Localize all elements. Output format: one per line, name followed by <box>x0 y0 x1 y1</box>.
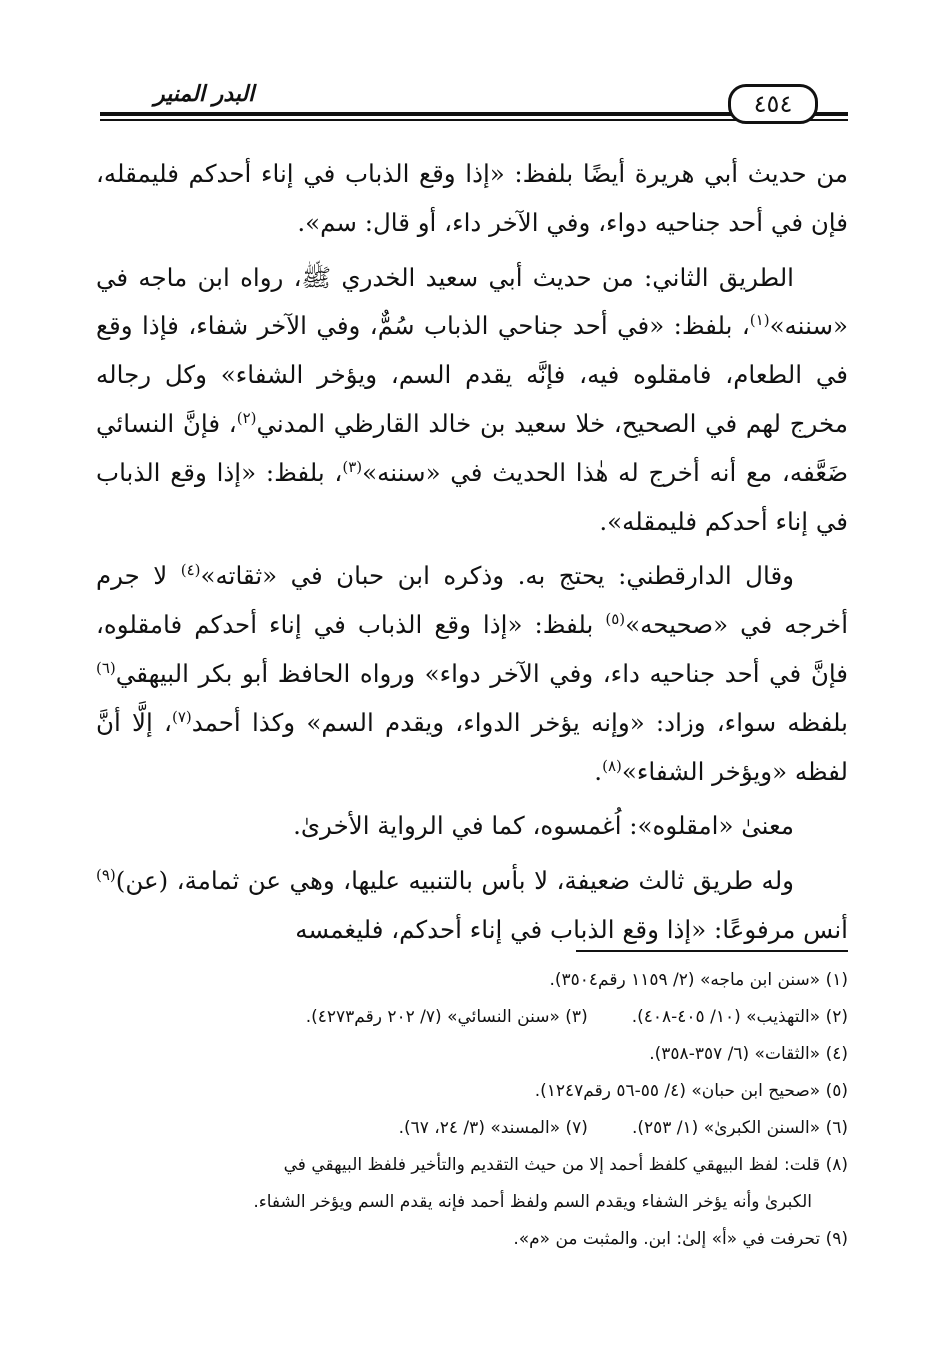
footnote-8 <box>96 1147 848 1184</box>
paragraph-text: بلفظه سواء، وزاد: «وإنه يؤخر الدواء، ويقدم السم» وكذا أحمد <box>191 707 848 737</box>
paragraph <box>96 802 848 851</box>
footnote-ref[interactable]: (٢) <box>236 408 257 427</box>
footnote-3 <box>306 999 588 1036</box>
footnote-number: (٢) <box>825 1007 848 1027</box>
footnote-text: «سنن النسائي» (٧/ ٢٠٢ رقم٤٢٧٣). <box>305 1007 560 1027</box>
footnote-1 <box>96 962 848 999</box>
paragraph <box>96 150 848 248</box>
footnote-number: (٧) <box>565 1118 588 1138</box>
footnote-number: (٩) <box>825 1229 848 1249</box>
footnote-6 <box>632 1110 848 1147</box>
footnote-ref[interactable]: (٨) <box>602 756 622 775</box>
paragraph-text: . <box>594 756 603 786</box>
paragraph <box>96 254 848 547</box>
footnote-number: (٣) <box>565 1007 588 1027</box>
footnote-text: تحرفت في «أ» إلىٰ: ابن. والمثبت من «م». <box>513 1229 821 1249</box>
footnote-text: «الثقات» (٦/ ٣٥٧-٣٥٨). <box>649 1044 821 1064</box>
footnote-row <box>96 1110 848 1147</box>
paragraph-text: ، فإنَّ النسائي ضَعَّفه، مع أنه أخرج له هٰذا الحديث في «سننه» <box>96 408 848 487</box>
paragraph-text: ، بلفظ: «في أحد جناحي الذباب سُمٌّ، وفي الآخر شفاء، فإذا وقع في الطعام، فامقلوه فيه، فإنَّه يقدم السم، ويؤخر الشفاء» وكل رجاله مخرج لهم في الصحيح، خلا سعيد بن خالد القارظي المدني <box>96 311 848 438</box>
footnote-number: (٤) <box>825 1044 848 1064</box>
footnote-4 <box>96 1036 848 1073</box>
footnote-text: قلت: لفظ البيهقي كلفظ أحمد إلا من حيث التقديم والتأخير فلفظ البيهقي في <box>283 1155 821 1175</box>
page-header <box>100 82 848 130</box>
footnote-7 <box>399 1110 588 1147</box>
main-text <box>96 150 848 955</box>
footnote-text: «صحيح ابن حبان» (٤/ ٥٥-٥٦ رقم١٢٤٧). <box>534 1081 821 1101</box>
footnote-number: (٦) <box>825 1118 848 1138</box>
footnote-ref[interactable]: (٥) <box>605 610 626 629</box>
footnote-text: «المسند» (٣/ ٢٤، ٦٧). <box>398 1118 561 1138</box>
footnotes <box>96 962 848 1258</box>
footnote-text: «السنن الكبرىٰ» (١/ ٢٥٣). <box>631 1118 821 1138</box>
footnote-text: «التهذيب» (١٠/ ٤٠٥-٤٠٨). <box>631 1007 821 1027</box>
footnote-number: (١) <box>825 970 848 990</box>
footnote-row <box>96 999 848 1036</box>
page-number: ٤٥٤ <box>728 84 818 124</box>
footnote-text: الكبرىٰ وأنه يؤخر الشفاء ويقدم السم ولفظ أحمد فإنه يقدم السم ويؤخر الشفاء. <box>253 1192 812 1212</box>
paragraph-text: أنس مرفوعًا: «إذا وقع الذباب في إناء أحدكم، فليغمسه <box>295 914 848 944</box>
footnote-ref[interactable]: (٦) <box>96 658 116 677</box>
footnote-2 <box>632 999 848 1036</box>
footnote-5 <box>96 1073 848 1110</box>
footnote-number: (٨) <box>825 1155 848 1175</box>
paragraph <box>96 552 848 796</box>
paragraph-text: الطريق الثاني: من حديث أبي سعيد الخدري ﷺ، رواه ابن ماجه في «سننه» <box>96 262 848 341</box>
footnote-number: (٥) <box>825 1081 848 1101</box>
footnote-ref[interactable]: (٧) <box>171 707 192 726</box>
footnote-8-continued <box>96 1184 848 1221</box>
paragraph-text: معنىٰ «امقلوه»: اُغمسوه، كما في الرواية الأخرىٰ. <box>293 811 794 841</box>
footnote-9 <box>96 1221 848 1258</box>
book-title: البدر المنير <box>148 82 260 107</box>
paragraph-text: وله طريق ثالث ضعيفة، لا بأس بالتنبيه عليها، وهي عن ثمامة، (عن) <box>115 866 794 896</box>
footnote-ref[interactable]: (٣) <box>342 457 363 476</box>
paragraph-text: ، إلَّا أنَّ لفظه «ويؤخر الشفاء» <box>96 707 848 786</box>
footnote-ref[interactable]: (٤) <box>180 561 201 580</box>
paragraph-text: وقال الدارقطني: يحتج به. وذكره ابن حبان في «ثقاته» <box>200 561 794 591</box>
paragraph-text: من حديث أبي هريرة أيضًا بلفظ: «إذا وقع الذباب في إناء أحدكم فليمقله، فإن في أحد جناحيه دواء، وفي الآخر داء، أو قال: سم». <box>96 159 848 237</box>
footnote-ref[interactable]: (٩) <box>96 866 116 884</box>
footnote-ref[interactable]: (١) <box>749 311 770 330</box>
paragraph-text: بلفظ: «إذا وقع الذباب في إناء أحدكم فامقلوه، فإنَّ في أحد جناحيه داء، وفي الآخر دواء» ورواه الحافظ أبو بكر البيهقي <box>96 610 848 688</box>
footnote-separator <box>576 950 848 952</box>
paragraph <box>96 857 848 955</box>
paragraph-text: لا جرم أخرجه في «صحيحه» <box>96 561 848 640</box>
footnote-text: «سنن ابن ماجه» (٢/ ١١٥٩ رقم٣٥٠٤). <box>549 970 821 990</box>
paragraph-text: ، بلفظ: «إذا وقع الذباب في إناء أحدكم فليمقله». <box>96 457 848 536</box>
